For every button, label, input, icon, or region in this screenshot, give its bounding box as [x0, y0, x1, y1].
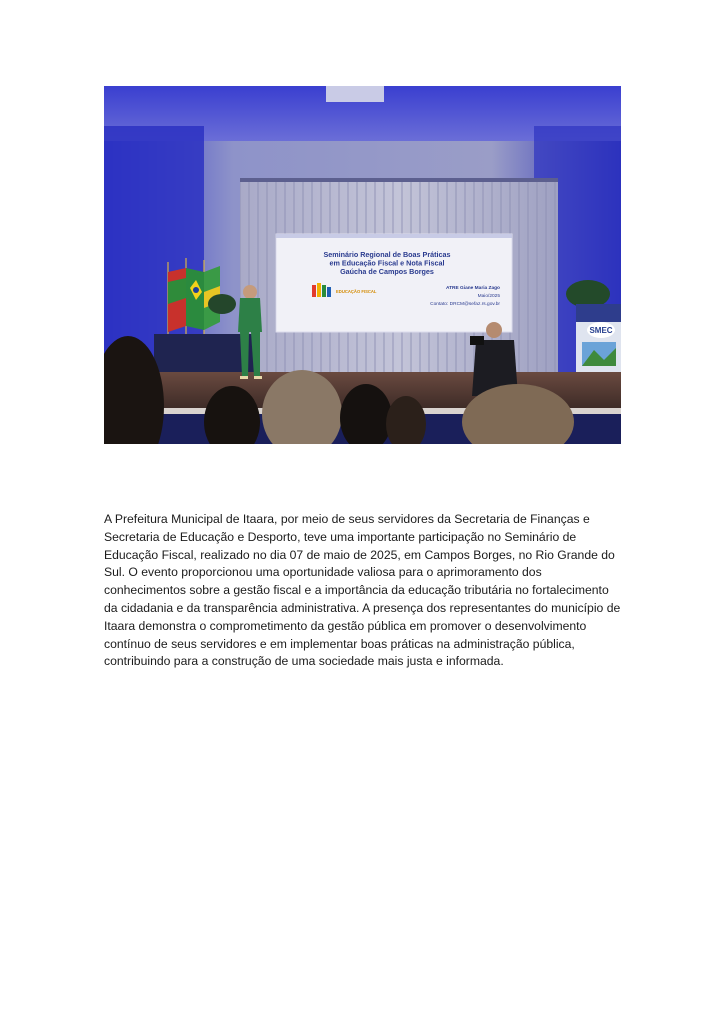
slide-title-line-1: Seminário Regional de Boas Práticas	[323, 250, 451, 259]
screen-top-band	[276, 234, 512, 238]
smec-banner	[576, 304, 621, 376]
plant	[566, 280, 610, 308]
plant-left	[208, 294, 236, 314]
ceiling-vent	[326, 86, 384, 102]
slide-date: Maio/2025	[477, 294, 500, 299]
slide-presenter: ATRE Giane Maria Zago	[445, 286, 500, 291]
event-photo	[104, 86, 621, 444]
logo-text: EDUCAÇÃO FISCAL	[336, 289, 377, 294]
slide-title-line-3: Gaúcha de Campos Borges	[340, 267, 434, 276]
slide-title-line-2: em Educação Fiscal e Nota Fiscal	[329, 258, 445, 268]
stage-equipment	[154, 334, 254, 374]
article-paragraph: A Prefeitura Municipal de Itaara, por meio de seus servidores da Secretaria de Finanças e Secretaria de Educação e Desporto, teve uma importante participação no Seminário de Educação Fiscal, realizado no dia 07 de maio de 2025, em Campos Borges, no Rio Grande do Sul. O evento proporcionou uma oportunidade valiosa para o aprimoramento dos conhecimentos sobre a gestão fiscal e a importância da educação tributária no fortalecimento da cidadania e da transparência administrativa. A presença dos representantes do município de Itaara demonstra o comprometimento da gestão pública em promover o desenvolvimento contínuo de seus servidores e em implementar boas práticas na administração pública, contribuindo para a construção de uma sociedade mais justa e informada.	[104, 512, 621, 669]
event-photo-scene	[104, 86, 621, 444]
banner-text: SMEC	[589, 326, 613, 335]
slide-contact: Contato: DRCM@sefaz.rs.gov.br	[430, 302, 500, 307]
curtain-rail	[240, 178, 558, 182]
projection-screen	[276, 234, 512, 332]
